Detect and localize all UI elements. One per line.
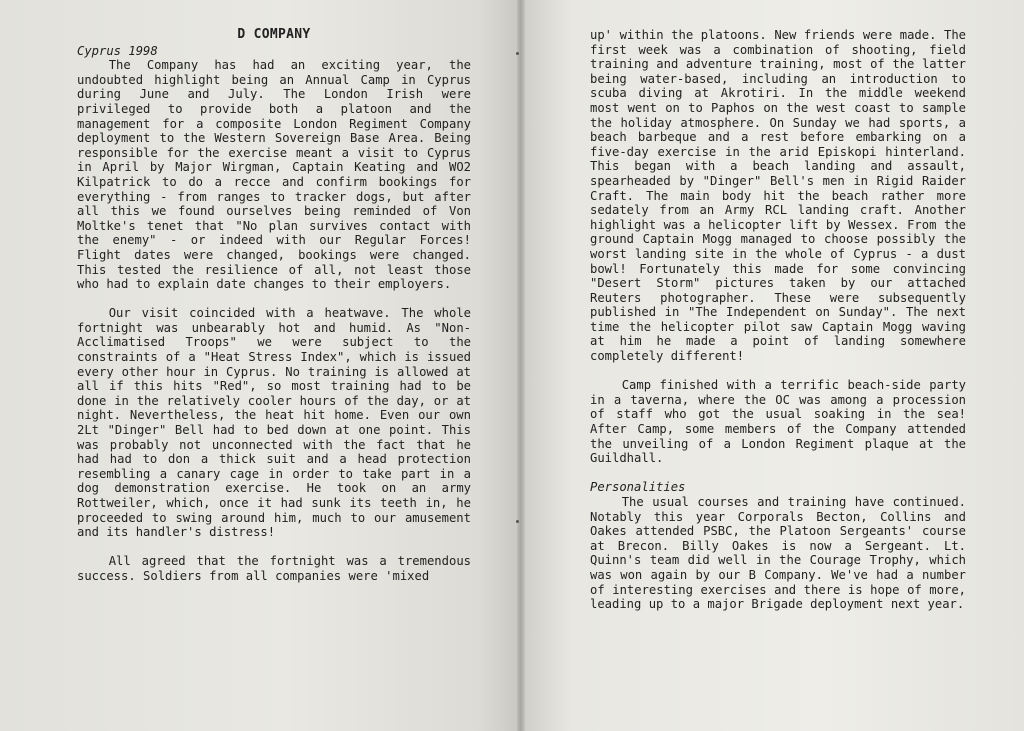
paragraph: The usual courses and training have continued. Notably this year Corporals Becton, Collins and Oakes attended PSBC, the Platoon Sergeants' course at Brecon. Billy Oakes is now a Sergeant. Lt. Quinn's team did well in the Courage Trophy, which was won again by our B Company. We've had a number of interesting exercises and there is hope of more, leading up to a major Brigade deployment next year. xyxy=(590,495,966,612)
section-subheading-cyprus: Cyprus 1998 xyxy=(77,43,158,58)
section-subheading-personalities: Personalities xyxy=(590,480,686,495)
paragraph: The Company has had an exciting year, the undoubted highlight being an Annual Camp in Cyprus during June and July. The London Irish were privileged to provide both a platoon and the management for a composite London Regiment Company deployment to the Western Sovereign Base Area. Being responsible for the exercise meant a visit to Cyprus in April by Major Wirgman, Captain Keating and WO2 Kilpatrick to do a recce and confirm bookings for everything - from ranges to tracker dogs, but after all this we found ourselves being reminded of Von Moltke's tenet that "No plan survives contact with the enemy" - or indeed with our Regular Forces! Flight dates were changed, bookings were changed. This tested the resilience of all, not least those who had to explain date changes to their employers. xyxy=(77,58,471,292)
paragraph-continued: up' within the platoons. New friends were made. The first week was a combination of shooting, field training and adventure training, most of the latter being water-based, including an introduction to scuba diving at Akrotiri. In the middle weekend most went on to Paphos on the west coast to sample the holiday atmosphere. On Sunday we had sports, a beach barbeque and a rest before embarking on a five-day exercise in the arid Episkopi hinterland. This began with a beach landing and assault, spearheaded by "Dinger" Bell's men in Rigid Raider Craft. The main body hit the beach rather more sedately from an Army RCL landing craft. Another highlight was a helicopter lift by Wessex. From the ground Captain Mogg managed to choose possibly the worst landing site in the whole of Cyprus - a dust bowl! Fortunately this made for some convincing "Desert Storm" pictures taken by our attached Reuters photographer. These were subsequently published in "The Independent on Sunday". The next time the helicopter pilot saw Captain Mogg waving at him he made a point of landing somewhere completely different! xyxy=(590,28,966,364)
left-column xyxy=(77,28,471,598)
right-column xyxy=(590,28,966,626)
book-gutter xyxy=(517,0,525,731)
article-heading: D COMPANY xyxy=(237,27,311,42)
binding-mark xyxy=(516,520,519,523)
paragraph: Our visit coincided with a heatwave. The whole fortnight was unbearably hot and humid. As "Non-Acclimatised Troops" we were subject to the constraints of a "Heat Stress Index", which is issued every other hour in Cyprus. No training is allowed at all if this hits "Red", so most training had to be done in the relatively cooler hours of the day, or at night. Nevertheless, the heat hit home. Even our own 2Lt "Dinger" Bell had to bed down at one point. This was probably not unconnected with the fact that he had had to don a thick suit and a head protection resembling a canary cage in order to take part in a dog demonstration exercise. He took on an army Rottweiler, which, once it had sunk its teeth in, he proceeded to swing around him, much to our amusement and its handler's distress! xyxy=(77,306,471,540)
right-page xyxy=(521,0,1024,731)
paragraph: All agreed that the fortnight was a tremendous success. Soldiers from all companies were 'mixed xyxy=(77,554,471,583)
binding-mark xyxy=(516,52,519,55)
paragraph: Camp finished with a terrific beach-side party in a taverna, where the OC was among a procession of staff who got the usual soaking in the sea! After Camp, some members of the Company attended the unveiling of a London Regiment plaque at the Guildhall. xyxy=(590,378,966,466)
